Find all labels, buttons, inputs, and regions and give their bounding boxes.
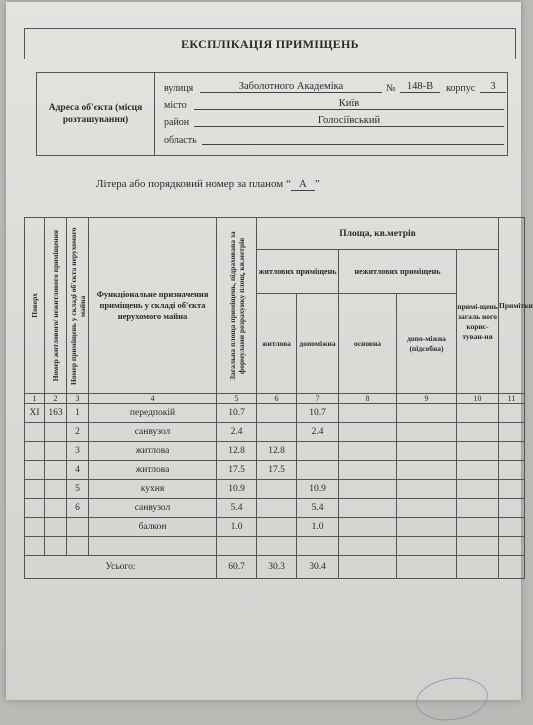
header-notes: Примітки bbox=[499, 218, 525, 394]
cell-floor bbox=[25, 442, 45, 461]
table-row bbox=[25, 499, 525, 518]
cell-empty bbox=[457, 518, 499, 537]
cell-apartment bbox=[45, 423, 67, 442]
cell-empty bbox=[499, 499, 525, 518]
header-floor: Поверх bbox=[25, 218, 45, 394]
cell-empty bbox=[397, 518, 457, 537]
cell-floor bbox=[25, 461, 45, 480]
cell-empty bbox=[397, 423, 457, 442]
cell-apartment: 163 bbox=[45, 404, 67, 423]
cell-empty bbox=[339, 518, 397, 537]
cell-empty bbox=[457, 461, 499, 480]
cell-room-no: 1 bbox=[67, 404, 89, 423]
cell-room-no: 6 bbox=[67, 499, 89, 518]
cell-room-no: 5 bbox=[67, 480, 89, 499]
cell-apartment bbox=[45, 518, 67, 537]
cell-function: санвузол bbox=[89, 499, 217, 518]
cell-empty bbox=[499, 480, 525, 499]
cell-function: житлова bbox=[89, 442, 217, 461]
cell-floor bbox=[25, 499, 45, 518]
cell-floor: XI bbox=[25, 404, 45, 423]
total-living: 30.3 bbox=[257, 556, 297, 579]
header-total-area: Загальна площа приміщень, підрахована за формулами розрахунку площ, кв.метрів bbox=[217, 218, 257, 394]
cell-living bbox=[257, 480, 297, 499]
cell-apartment bbox=[45, 480, 67, 499]
header-nonresidential: нежитлових приміщень bbox=[339, 250, 457, 294]
table-row bbox=[25, 480, 525, 499]
house-value: 148-В bbox=[406, 81, 434, 92]
header-common-use: примі-щень загаль ного корис-туван-ня bbox=[457, 250, 499, 394]
stamp-seal bbox=[413, 673, 490, 725]
rooms-table bbox=[24, 217, 533, 579]
cell-auxiliary: 1.0 bbox=[297, 518, 339, 537]
table-row bbox=[25, 404, 525, 423]
street-value: Заболотного Академіка bbox=[238, 81, 344, 92]
street-label: вулиця bbox=[164, 83, 194, 94]
table-row bbox=[25, 442, 525, 461]
cell-apartment bbox=[45, 442, 67, 461]
district-label: район bbox=[164, 117, 190, 128]
total-area: 60.7 bbox=[217, 556, 257, 579]
cell-apartment bbox=[45, 461, 67, 480]
cell-auxiliary: 2.4 bbox=[297, 423, 339, 442]
header-auxiliary: допоміжна bbox=[297, 294, 339, 394]
cell-empty bbox=[457, 404, 499, 423]
cell-auxiliary: 10.7 bbox=[297, 404, 339, 423]
header-aux-basement: допо-міжна (підсобна) bbox=[397, 294, 457, 394]
header-main: основна bbox=[339, 294, 397, 394]
cell-empty bbox=[339, 499, 397, 518]
cell-auxiliary bbox=[297, 442, 339, 461]
cell-empty bbox=[397, 499, 457, 518]
cell-living bbox=[257, 423, 297, 442]
cell-empty bbox=[499, 461, 525, 480]
cell-total-area: 12.8 bbox=[217, 442, 257, 461]
cell-function: кухня bbox=[89, 480, 217, 499]
cell-auxiliary bbox=[297, 461, 339, 480]
header-area: Площа, кв.метрів bbox=[257, 218, 499, 250]
korpus-label: корпус bbox=[446, 83, 476, 94]
cell-floor bbox=[25, 480, 45, 499]
cell-living bbox=[257, 499, 297, 518]
col-num: 8 bbox=[339, 394, 397, 404]
cell-empty bbox=[457, 423, 499, 442]
cell-total-area: 2.4 bbox=[217, 423, 257, 442]
address-block bbox=[36, 72, 508, 156]
litera-label: Літера або порядковий номер за планом bbox=[96, 178, 284, 190]
city-value: Київ bbox=[338, 98, 360, 109]
cell-empty bbox=[457, 442, 499, 461]
cell-empty bbox=[339, 404, 397, 423]
header-residential: житлових приміщень bbox=[257, 250, 339, 294]
cell-floor bbox=[25, 518, 45, 537]
cell-function: передпокій bbox=[89, 404, 217, 423]
cell-living bbox=[257, 518, 297, 537]
header-living: житлова bbox=[257, 294, 297, 394]
district-row bbox=[164, 113, 499, 129]
cell-empty bbox=[499, 518, 525, 537]
col-num: 11 bbox=[499, 394, 525, 404]
litera-value: А bbox=[291, 178, 315, 191]
cell-empty bbox=[499, 442, 525, 461]
cell-living: 12.8 bbox=[257, 442, 297, 461]
col-num: 5 bbox=[217, 394, 257, 404]
empty-row bbox=[25, 537, 525, 556]
city-row bbox=[164, 96, 499, 112]
column-numbers-row bbox=[25, 394, 525, 404]
cell-total-area: 10.9 bbox=[217, 480, 257, 499]
cell-empty bbox=[397, 480, 457, 499]
district-value: Голосіївський bbox=[317, 115, 381, 126]
cell-empty bbox=[397, 404, 457, 423]
header-room-no: Номер приміщень у складі об'єкта нерухомого майна bbox=[67, 218, 89, 394]
house-label: № bbox=[386, 83, 396, 94]
cell-empty bbox=[499, 423, 525, 442]
header-apartment: Номер житлового/ нежитлового приміщення bbox=[45, 218, 67, 394]
cell-empty bbox=[457, 499, 499, 518]
cell-total-area: 1.0 bbox=[217, 518, 257, 537]
cell-empty bbox=[397, 461, 457, 480]
litera-line: Літера або порядковий номер за планом “ А ” bbox=[96, 178, 320, 190]
total-row bbox=[25, 556, 525, 579]
cell-living bbox=[257, 404, 297, 423]
document-sheet bbox=[6, 2, 533, 700]
total-auxiliary: 30.4 bbox=[297, 556, 339, 579]
cell-function: житлова bbox=[89, 461, 217, 480]
cell-function: санвузол bbox=[89, 423, 217, 442]
region-label: область bbox=[164, 135, 197, 146]
cell-empty bbox=[499, 404, 525, 423]
cell-apartment bbox=[45, 499, 67, 518]
col-num: 6 bbox=[257, 394, 297, 404]
cell-empty bbox=[397, 442, 457, 461]
cell-living: 17.5 bbox=[257, 461, 297, 480]
header-function: Функціональне призначення приміщень у складі об'єкта нерухомого майна bbox=[89, 218, 217, 394]
cell-empty bbox=[339, 480, 397, 499]
table-row bbox=[25, 461, 525, 480]
table-row bbox=[25, 518, 525, 537]
cell-empty bbox=[339, 461, 397, 480]
cell-empty bbox=[457, 480, 499, 499]
col-num: 10 bbox=[457, 394, 499, 404]
col-num: 4 bbox=[89, 394, 217, 404]
cell-total-area: 5.4 bbox=[217, 499, 257, 518]
total-label: Усього: bbox=[25, 556, 217, 579]
cell-function: балкон bbox=[89, 518, 217, 537]
cell-empty bbox=[339, 442, 397, 461]
address-label: Адреса об'єкта (місця розташування) bbox=[37, 73, 155, 155]
cell-room-no: 3 bbox=[67, 442, 89, 461]
cell-room-no: 4 bbox=[67, 461, 89, 480]
street-row bbox=[164, 79, 499, 95]
region-row bbox=[164, 131, 499, 147]
cell-auxiliary: 5.4 bbox=[297, 499, 339, 518]
col-num: 7 bbox=[297, 394, 339, 404]
table-row bbox=[25, 423, 525, 442]
cell-floor bbox=[25, 423, 45, 442]
cell-room-no: 2 bbox=[67, 423, 89, 442]
cell-total-area: 17.5 bbox=[217, 461, 257, 480]
city-label: місто bbox=[164, 100, 187, 111]
cell-auxiliary: 10.9 bbox=[297, 480, 339, 499]
col-num: 9 bbox=[397, 394, 457, 404]
korpus-value: 3 bbox=[490, 81, 496, 92]
cell-empty bbox=[339, 423, 397, 442]
col-num: 1 bbox=[25, 394, 45, 404]
document-title: ЕКСПЛІКАЦІЯ ПРИМІЩЕНЬ bbox=[24, 28, 516, 59]
cell-total-area: 10.7 bbox=[217, 404, 257, 423]
col-num: 3 bbox=[67, 394, 89, 404]
cell-room-no bbox=[67, 518, 89, 537]
col-num: 2 bbox=[45, 394, 67, 404]
